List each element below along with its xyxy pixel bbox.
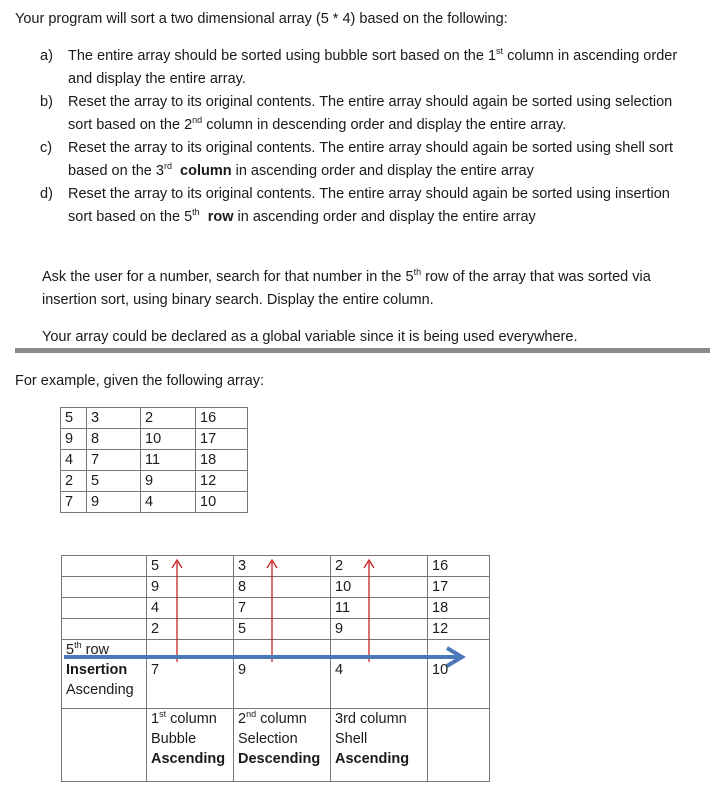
caption-method: Shell [335, 731, 368, 747]
superscript: st [496, 46, 504, 56]
table-cell: 8 [234, 577, 331, 598]
para-text: row of the array that was sorted via [421, 269, 651, 285]
item-text: sort based on the 5 [68, 209, 193, 225]
table-cell: 7 [61, 492, 87, 513]
caption-text: 3rd column [335, 711, 407, 727]
table-cell: 5 [147, 556, 234, 577]
table-cell: 5 [61, 408, 87, 429]
table-cell: 4 [141, 492, 196, 513]
table-cell: 7 [147, 640, 234, 709]
list-item-a [40, 45, 700, 91]
horizontal-divider [15, 348, 710, 353]
superscript: th [192, 207, 200, 217]
list-item-c [40, 137, 700, 183]
table-cell: 12 [428, 619, 490, 640]
para-text: insertion sort, using binary search. Display the entire column. [42, 292, 434, 308]
caption-method: Selection [238, 731, 298, 747]
table-cell: 2 [147, 619, 234, 640]
table-row [61, 492, 248, 513]
superscript: nd [246, 709, 257, 719]
table-cell: 18 [196, 450, 248, 471]
table-cell: 12 [196, 471, 248, 492]
table-cell: 9 [331, 619, 428, 640]
item-text: in ascending order and display the entire array [233, 209, 536, 225]
table-cell: 5 [87, 471, 141, 492]
para-text: Ask the user for a number, search for that number in the 5 [42, 269, 414, 285]
caption-order: Ascending [151, 751, 226, 767]
table-cell [62, 556, 147, 577]
item-text: Reset the array to its original contents. The entire array should again be sorted using insertion [68, 186, 670, 202]
superscript: st [159, 709, 167, 719]
list-item-d [40, 183, 700, 229]
superscript: rd [163, 161, 172, 171]
list-letter: a) [40, 48, 53, 64]
table-row [62, 598, 490, 619]
table-cell: 16 [428, 556, 490, 577]
table-cell: 10 [428, 640, 490, 709]
table-cell: 7 [234, 598, 331, 619]
table-cell: 10 [331, 577, 428, 598]
table-cell: 9 [234, 640, 331, 709]
table-cell [62, 598, 147, 619]
table-cell: 4 [331, 640, 428, 709]
row-label: 5 [66, 642, 75, 658]
list-letter: d) [40, 186, 53, 202]
row-order: Ascending [66, 682, 134, 698]
caption-text: 1 [151, 711, 160, 727]
table-cell: 9 [141, 471, 196, 492]
item-text: based on the 3 [68, 163, 164, 179]
table-cell: 8 [87, 429, 141, 450]
item-text: and display the entire array. [68, 71, 246, 87]
caption-order: Descending [238, 751, 321, 767]
table-row [62, 577, 490, 598]
superscript: nd [192, 115, 203, 125]
intro-text: Your program will sort a two dimensional array (5 * 4) based on the following: [15, 11, 508, 27]
item-text: in ascending order and display the entire array [231, 163, 534, 179]
table-row [62, 556, 490, 577]
caption-cell [147, 709, 234, 782]
superscript: th [74, 640, 82, 650]
table-row [62, 709, 490, 782]
table-cell [428, 709, 490, 782]
caption-order: Ascending [335, 751, 410, 767]
caption-text: column [256, 711, 307, 727]
bold-word: row [207, 209, 234, 225]
table-cell: 2 [141, 408, 196, 429]
table-cell: 4 [147, 598, 234, 619]
table-cell: 10 [196, 492, 248, 513]
table-cell: 5 [234, 619, 331, 640]
table-cell: 9 [147, 577, 234, 598]
table-cell: 18 [428, 598, 490, 619]
table-cell: 16 [196, 408, 248, 429]
bold-word: column [180, 163, 232, 179]
table-cell: 4 [61, 450, 87, 471]
caption-text: 2 [238, 711, 247, 727]
item-text: Reset the array to its original contents. The entire array should again be sorted using selection [68, 94, 673, 110]
table-row [61, 408, 248, 429]
table-cell: 17 [196, 429, 248, 450]
item-text: The entire array should be sorted using bubble sort based on the 1 [68, 48, 497, 64]
table-row [61, 471, 248, 492]
table-cell: 17 [428, 577, 490, 598]
list-letter: b) [40, 94, 53, 110]
table-cell [62, 709, 147, 782]
item-text: column in descending order and display the entire array. [202, 117, 567, 133]
caption-method: Bubble [151, 731, 197, 747]
row-label: row [81, 642, 109, 658]
table-row [61, 450, 248, 471]
list-item-b [40, 91, 700, 137]
example-intro: For example, given the following array: [15, 373, 265, 389]
row-method: Insertion [66, 662, 128, 678]
item-text: Reset the array to its original contents. The entire array should again be sorted using shell sort [68, 140, 674, 156]
table-cell: 9 [61, 429, 87, 450]
sort-diagram-table [61, 555, 490, 782]
example-array-table [60, 407, 248, 513]
global-note: Your array could be declared as a global variable since it is being used everywhere. [42, 329, 578, 345]
table-cell: 11 [141, 450, 196, 471]
table-cell: 7 [87, 450, 141, 471]
table-row [62, 619, 490, 640]
table-cell: 2 [331, 556, 428, 577]
fifth-row-label-cell [62, 640, 147, 709]
table-cell: 11 [331, 598, 428, 619]
caption-cell [234, 709, 331, 782]
table-cell: 2 [61, 471, 87, 492]
caption-cell [331, 709, 428, 782]
item-text: column in ascending order [503, 48, 678, 64]
item-text: sort based on the 2 [68, 117, 193, 133]
caption-text: column [166, 711, 217, 727]
table-cell [62, 619, 147, 640]
table-cell: 3 [87, 408, 141, 429]
search-paragraph [42, 266, 702, 312]
table-row [61, 429, 248, 450]
table-cell [62, 577, 147, 598]
superscript: th [413, 267, 422, 277]
table-row [62, 640, 490, 709]
list-letter: c) [40, 140, 53, 156]
table-cell: 3 [234, 556, 331, 577]
table-cell: 9 [87, 492, 141, 513]
table-cell: 10 [141, 429, 196, 450]
